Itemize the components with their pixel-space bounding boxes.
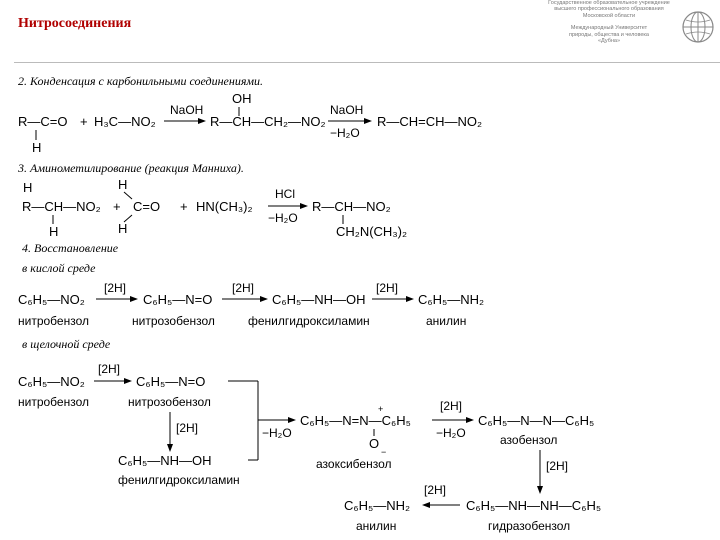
dimethylaminomethyl-group: CH₂N(CH₃)₂ (336, 224, 407, 239)
alkaline-phenylhydroxylamine: C₆H₅—NH—OH (118, 453, 212, 468)
nitroalcohol-formula: R—CH—CH₂—NO₂ (210, 114, 326, 129)
aldehyde-hydrogen: H (32, 140, 42, 155)
nitroalkene-formula: R—CH=CH—NO₂ (377, 114, 483, 129)
aldehyde-formula: R—C=O (18, 114, 68, 129)
acidic-reagent-3: [2H] (376, 281, 399, 295)
acidic-phenylhydroxylamine: C₆H₅—NH—OH (272, 292, 366, 307)
reagent-naoh: NaOH (330, 103, 364, 117)
water-loss-label: −H₂O (436, 426, 466, 440)
nitromethane-formula: H₃C—NO₂ (94, 114, 156, 129)
arrow-head (260, 296, 268, 302)
section-heading-mannich: 3. Аминометилирование (реакция Манниха). (18, 161, 244, 175)
reagent-naoh: NaOH (170, 103, 204, 117)
logo-line: Московской области (582, 12, 636, 19)
reactant-hydrogen: H (49, 224, 59, 239)
acidic-nitrobenzene: C₆H₅—NO₂ (18, 292, 85, 307)
alkaline-nitrosobenzene-name: нитрозобензол (128, 395, 211, 409)
alkaline-nitrobenzene: C₆H₅—NO₂ (18, 374, 85, 389)
arrow-head (364, 118, 372, 124)
logo-line: высшего профессионального образования (554, 6, 664, 13)
arrow-head (167, 444, 173, 452)
arrow-head (288, 417, 296, 423)
azobenzene-name: азобензол (500, 433, 558, 447)
alkaline-phenylhydroxylamine-name: фенилгидроксиламин (118, 473, 240, 487)
acidic-phenylhydroxylamine-name: фенилгидроксиламин (248, 314, 370, 328)
arrow-head (422, 502, 430, 508)
arrow-head (406, 296, 414, 302)
azoxy-oxygen: O (369, 436, 380, 451)
arrow-head (466, 417, 474, 423)
alkaline-reagent-1: [2H] (98, 362, 121, 376)
acidic-aniline: C₆H₅—NH₂ (418, 292, 485, 307)
alkaline-aniline: C₆H₅—NH₂ (344, 498, 411, 513)
logo-line: Государственное образовательное учреждение (548, 0, 670, 6)
nitroalkane-formula: R—CH—NO₂ (22, 199, 101, 214)
reactant-hydrogen: H (23, 180, 33, 195)
alkaline-reagent-2: [2H] (176, 421, 199, 435)
water-loss-label: −H₂O (330, 126, 360, 140)
section-heading-acidic: в кислой среде (22, 261, 96, 275)
acidic-aniline-name: анилин (426, 314, 467, 328)
arrow-head (198, 118, 206, 124)
section-heading-alkaline: в щелочной среде (22, 337, 111, 351)
dimethylamine-formula: HN(CH₃)₂ (196, 199, 253, 214)
arrow-head (537, 486, 543, 494)
azoxy-negative-charge: − (381, 447, 387, 457)
hydroxyl-label: OH (232, 91, 252, 106)
hydrazobenzene-name: гидразобензол (488, 519, 571, 533)
acidic-reagent-1: [2H] (104, 281, 127, 295)
alkaline-nitrobenzene-name: нитробензол (18, 395, 89, 409)
logo-line: «Дубна» (597, 38, 621, 45)
acidic-reagent-2: [2H] (232, 281, 255, 295)
reagent-hcl: HCl (275, 187, 295, 201)
section-heading-condensation: 2. Конденсация с карбонильными соединениями. (18, 74, 264, 88)
alkaline-nitrosobenzene: C₆H₅—N=O (136, 374, 206, 389)
mannich-base-formula: R—CH—NO₂ (312, 199, 391, 214)
formaldehyde-bond (124, 192, 132, 199)
water-loss-label: −H₂O (268, 211, 298, 225)
azobenzene-formula: C₆H₅—N—N—C₆H₅ (478, 413, 595, 428)
arrow-head (124, 378, 132, 384)
acidic-nitrobenzene-name: нитробензол (18, 314, 89, 328)
logo-line: природы, общества и человека (569, 31, 649, 38)
acidic-nitrosobenzene-name: нитрозобензол (132, 314, 215, 328)
slide-title: Нитросоединения (18, 16, 132, 31)
formaldehyde-hydrogen: H (118, 177, 128, 192)
azoxybenzene-name: азоксибензол (316, 457, 392, 471)
logo-line: Международный Университет (570, 25, 648, 32)
formaldehyde-formula: C=O (133, 199, 161, 214)
alkaline-aniline-name: анилин (356, 519, 397, 533)
alkaline-reagent-5: [2H] (424, 483, 447, 497)
azoxybenzene-formula: C₆H₅—N=N—C₆H₅ (300, 413, 411, 428)
acidic-nitrosobenzene: C₆H₅—N=O (143, 292, 213, 307)
plus-sign: + (180, 199, 188, 214)
section-heading-reduction: 4. Восстановление (22, 241, 119, 255)
alkaline-reagent-4: [2H] (546, 459, 569, 473)
plus-sign: + (80, 114, 88, 129)
formaldehyde-hydrogen: H (118, 221, 128, 236)
alkaline-reagent-3: [2H] (440, 399, 463, 413)
arrow-head (130, 296, 138, 302)
arrow-head (300, 203, 308, 209)
water-loss-label: −H₂O (262, 426, 292, 440)
plus-sign: + (113, 199, 121, 214)
azoxy-positive-charge: + (378, 404, 384, 414)
hydrazobenzene-formula: C₆H₅—NH—NH—C₆H₅ (466, 498, 602, 513)
